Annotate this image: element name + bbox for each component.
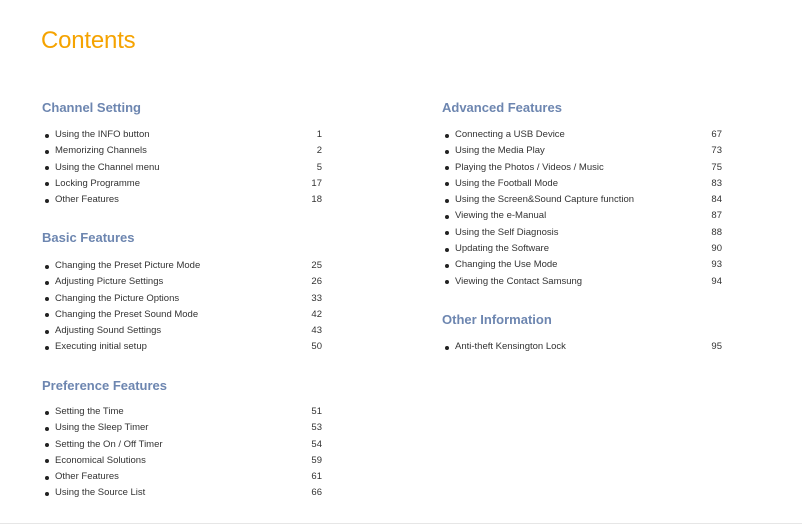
bullet-icon bbox=[45, 182, 49, 186]
toc-item-page: 5 bbox=[316, 161, 322, 173]
bullet-icon bbox=[445, 346, 449, 350]
toc-item[interactable] bbox=[442, 241, 722, 257]
toc-item-page: 83 bbox=[711, 177, 722, 189]
toc-item[interactable] bbox=[42, 176, 322, 192]
toc-item-page: 73 bbox=[711, 145, 722, 157]
toc-item-page: 93 bbox=[711, 259, 722, 271]
toc-item-page: 42 bbox=[311, 308, 322, 320]
toc-item-label: Using the Sleep Timer bbox=[55, 422, 149, 434]
toc-item-label: Using the Source List bbox=[55, 487, 146, 499]
toc-item-page: 2 bbox=[316, 145, 322, 157]
section-heading: Other Information bbox=[442, 312, 552, 327]
toc-item-label: Using the Channel menu bbox=[55, 161, 160, 173]
divider bbox=[0, 523, 802, 524]
toc-item[interactable] bbox=[42, 339, 322, 355]
bullet-icon bbox=[445, 150, 449, 154]
bullet-icon bbox=[45, 459, 49, 463]
bullet-icon bbox=[45, 313, 49, 317]
toc-item[interactable] bbox=[42, 404, 322, 420]
bullet-icon bbox=[445, 199, 449, 203]
toc-item[interactable] bbox=[42, 437, 322, 453]
toc-item-page: 51 bbox=[311, 406, 322, 417]
toc-item-page: 66 bbox=[311, 487, 322, 499]
toc-item-page: 17 bbox=[311, 177, 322, 189]
bullet-icon bbox=[45, 476, 49, 480]
toc-item-label: Adjusting Picture Settings bbox=[55, 276, 164, 288]
bullet-icon bbox=[445, 134, 449, 138]
toc-section-channel-setting bbox=[42, 99, 322, 206]
section-heading: Basic Features bbox=[42, 230, 135, 245]
toc-item-label: Playing the Photos / Videos / Music bbox=[455, 161, 604, 173]
toc-item[interactable] bbox=[42, 258, 322, 274]
toc-item-label: Using the Football Mode bbox=[455, 177, 558, 189]
toc-item-label: Using the Media Play bbox=[455, 145, 545, 157]
toc-item-page: 67 bbox=[711, 129, 722, 140]
bullet-icon bbox=[45, 265, 49, 269]
toc-section-other-information bbox=[442, 311, 722, 352]
toc-item[interactable] bbox=[42, 420, 322, 436]
toc-item-label: Adjusting Sound Settings bbox=[55, 325, 162, 337]
toc-item-page: 95 bbox=[711, 341, 722, 352]
toc-item[interactable] bbox=[442, 160, 722, 176]
toc-item-label: Using the INFO button bbox=[55, 129, 150, 140]
toc-item-label: Setting the Time bbox=[55, 406, 124, 417]
bullet-icon bbox=[45, 492, 49, 496]
toc-item-label: Executing initial setup bbox=[55, 341, 147, 353]
toc-item-page: 84 bbox=[711, 194, 722, 206]
toc-item-page: 87 bbox=[711, 210, 722, 222]
toc-item-label: Other Features bbox=[55, 471, 119, 483]
toc-section-basic-features bbox=[42, 229, 322, 353]
toc-item-label: Memorizing Channels bbox=[55, 145, 147, 157]
bullet-icon bbox=[45, 281, 49, 285]
toc-item-page: 75 bbox=[711, 161, 722, 173]
toc-item-page: 54 bbox=[311, 438, 322, 450]
toc-item[interactable] bbox=[442, 339, 722, 355]
toc-item[interactable] bbox=[442, 176, 722, 192]
section-heading: Advanced Features bbox=[442, 100, 562, 115]
toc-item-label: Connecting a USB Device bbox=[455, 129, 565, 140]
toc-item[interactable] bbox=[442, 192, 722, 208]
toc-item[interactable] bbox=[442, 225, 722, 241]
bullet-icon bbox=[45, 443, 49, 447]
toc-item-page: 61 bbox=[311, 471, 322, 483]
toc-item[interactable] bbox=[42, 485, 322, 501]
toc-item-page: 43 bbox=[311, 325, 322, 337]
toc-item[interactable] bbox=[42, 291, 322, 307]
bullet-icon bbox=[445, 182, 449, 186]
toc-list bbox=[442, 127, 722, 290]
toc-item[interactable] bbox=[442, 127, 722, 143]
bullet-icon bbox=[45, 297, 49, 301]
bullet-icon bbox=[445, 231, 449, 235]
toc-item-label: Viewing the e-Manual bbox=[455, 210, 547, 222]
toc-item-label: Setting the On / Off Timer bbox=[55, 438, 163, 450]
bullet-icon bbox=[45, 199, 49, 203]
toc-item-label: Using the Self Diagnosis bbox=[455, 226, 559, 238]
toc-section-advanced-features bbox=[442, 99, 722, 287]
toc-list bbox=[442, 339, 722, 355]
toc-item-label: Locking Programme bbox=[55, 177, 141, 189]
toc-item[interactable] bbox=[42, 127, 322, 143]
section-heading: Channel Setting bbox=[42, 100, 141, 115]
bullet-icon bbox=[445, 166, 449, 170]
bullet-icon bbox=[45, 150, 49, 154]
toc-item-page: 90 bbox=[711, 243, 722, 255]
bullet-icon bbox=[445, 215, 449, 219]
toc-item-label: Changing the Preset Picture Mode bbox=[55, 260, 201, 271]
bullet-icon bbox=[445, 248, 449, 252]
toc-item-page: 25 bbox=[311, 260, 322, 271]
bullet-icon bbox=[45, 166, 49, 170]
toc-item-page: 1 bbox=[316, 129, 322, 140]
toc-list bbox=[42, 127, 322, 208]
toc-section-preference-features bbox=[42, 377, 322, 499]
toc-item[interactable] bbox=[42, 453, 322, 469]
toc-item-label: Anti-theft Kensington Lock bbox=[455, 341, 566, 352]
toc-item-label: Viewing the Contact Samsung bbox=[455, 275, 583, 287]
toc-item[interactable] bbox=[42, 307, 322, 323]
toc-list bbox=[42, 258, 322, 356]
bullet-icon bbox=[445, 280, 449, 284]
toc-item-page: 94 bbox=[711, 275, 722, 287]
toc-item-label: Updating the Software bbox=[455, 243, 550, 255]
bullet-icon bbox=[45, 330, 49, 334]
toc-item[interactable] bbox=[442, 143, 722, 159]
toc-list bbox=[42, 404, 322, 502]
toc-item-label: Using the Screen&Sound Capture function bbox=[455, 194, 635, 206]
bullet-icon bbox=[45, 134, 49, 138]
toc-item[interactable] bbox=[442, 274, 722, 290]
toc-item-label: Changing the Use Mode bbox=[455, 259, 558, 271]
toc-item-page: 50 bbox=[311, 341, 322, 353]
page-title: Contents bbox=[41, 27, 136, 55]
toc-item-page: 53 bbox=[311, 422, 322, 434]
bullet-icon bbox=[45, 411, 49, 415]
toc-item[interactable] bbox=[42, 323, 322, 339]
toc-item-page: 33 bbox=[311, 292, 322, 304]
toc-item-label: Economical Solutions bbox=[55, 454, 146, 466]
toc-item[interactable] bbox=[42, 192, 322, 208]
toc-item[interactable] bbox=[42, 469, 322, 485]
toc-item-page: 26 bbox=[311, 276, 322, 288]
toc-item[interactable] bbox=[42, 143, 322, 159]
section-heading: Preference Features bbox=[42, 378, 168, 393]
bullet-icon bbox=[45, 427, 49, 431]
toc-item-page: 59 bbox=[311, 454, 322, 466]
toc-item[interactable] bbox=[442, 257, 722, 273]
bullet-icon bbox=[445, 264, 449, 268]
toc-item-page: 88 bbox=[711, 226, 722, 238]
toc-item[interactable] bbox=[442, 208, 722, 224]
toc-item-label: Changing the Picture Options bbox=[55, 292, 180, 304]
toc-item[interactable] bbox=[42, 274, 322, 290]
toc-item-label: Changing the Preset Sound Mode bbox=[55, 308, 199, 320]
bullet-icon bbox=[45, 346, 49, 350]
toc-item[interactable] bbox=[42, 160, 322, 176]
toc-item-label: Other Features bbox=[55, 194, 119, 206]
toc-item-page: 18 bbox=[311, 194, 322, 206]
